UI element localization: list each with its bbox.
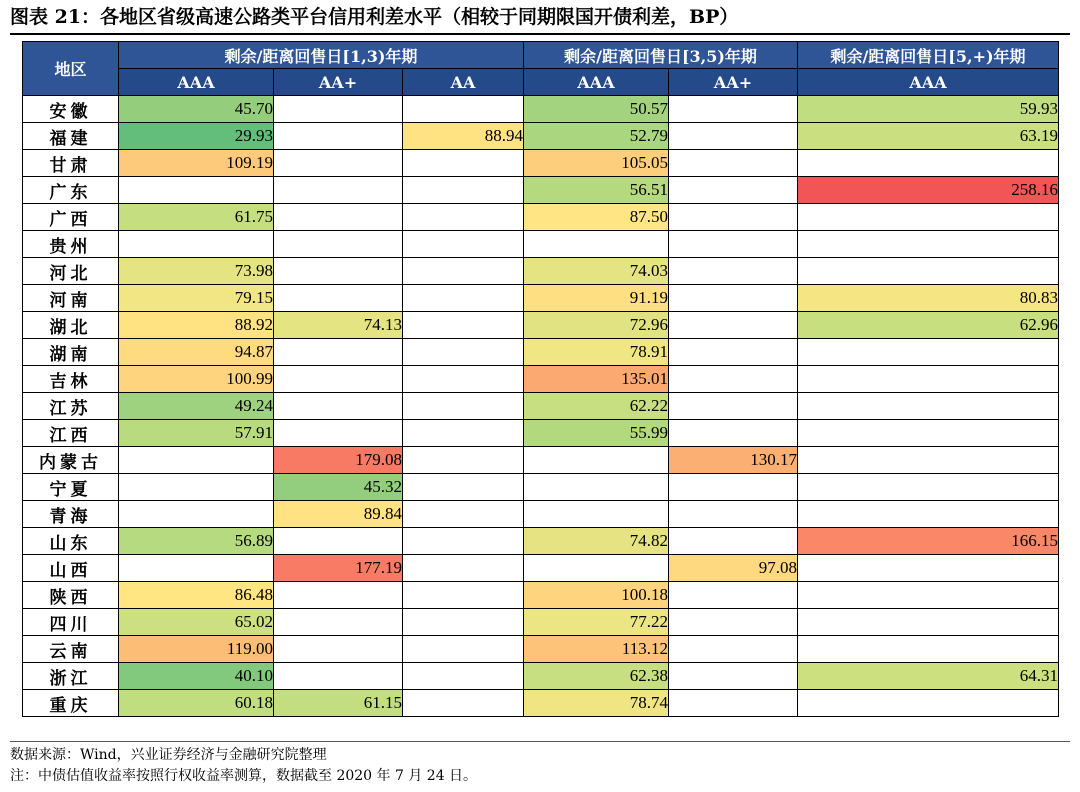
title-divider <box>10 33 1070 35</box>
spread-value-cell <box>403 150 524 177</box>
spread-value-cell: 105.05 <box>524 150 669 177</box>
spread-value-cell: 62.22 <box>524 393 669 420</box>
spread-value-cell <box>669 393 798 420</box>
table-row <box>23 339 1059 366</box>
spread-value-cell <box>798 339 1059 366</box>
table-row <box>23 609 1059 636</box>
spread-value-cell <box>403 501 524 528</box>
spread-value-cell <box>798 690 1059 717</box>
spread-value-cell <box>274 339 403 366</box>
spread-value-cell <box>274 582 403 609</box>
spread-value-cell <box>274 636 403 663</box>
region-cell: 福建 <box>23 123 119 150</box>
spread-value-cell <box>669 501 798 528</box>
spread-value-cell <box>669 150 798 177</box>
footnote: 注：中债估值收益率按照行权收益率测算，数据截至 2020 年 7 月 24 日。 <box>10 768 478 784</box>
spread-value-cell <box>403 528 524 555</box>
spread-value-cell: 88.92 <box>119 312 274 339</box>
spread-value-cell <box>669 582 798 609</box>
spread-value-cell <box>403 690 524 717</box>
spread-value-cell: 258.16 <box>798 177 1059 204</box>
spread-value-cell: 62.96 <box>798 312 1059 339</box>
table-row <box>23 663 1059 690</box>
spread-value-cell: 78.91 <box>524 339 669 366</box>
spread-value-cell: 59.93 <box>798 96 1059 123</box>
table-body <box>23 96 1059 717</box>
spread-value-cell <box>119 474 274 501</box>
region-cell: 广东 <box>23 177 119 204</box>
spread-value-cell <box>403 258 524 285</box>
spread-value-cell <box>524 231 669 258</box>
spread-value-cell <box>403 474 524 501</box>
spread-value-cell: 40.10 <box>119 663 274 690</box>
spread-value-cell <box>524 555 669 582</box>
spread-value-cell: 179.08 <box>274 447 403 474</box>
header-rating-aaa: AAA <box>798 69 1059 96</box>
spread-value-cell <box>798 393 1059 420</box>
spread-value-cell <box>403 663 524 690</box>
spread-value-cell: 80.83 <box>798 285 1059 312</box>
spread-table <box>22 41 1059 717</box>
spread-value-cell: 113.12 <box>524 636 669 663</box>
region-cell: 浙江 <box>23 663 119 690</box>
spread-value-cell <box>403 447 524 474</box>
spread-value-cell <box>669 177 798 204</box>
spread-value-cell <box>669 96 798 123</box>
table-row <box>23 582 1059 609</box>
source-divider <box>10 741 1070 742</box>
spread-value-cell <box>798 555 1059 582</box>
table-row <box>23 555 1059 582</box>
region-cell: 陕西 <box>23 582 119 609</box>
header-rating-aa: AA <box>403 69 524 96</box>
spread-value-cell <box>669 312 798 339</box>
spread-value-cell: 55.99 <box>524 420 669 447</box>
spread-value-cell <box>669 231 798 258</box>
spread-value-cell <box>798 501 1059 528</box>
spread-value-cell <box>403 231 524 258</box>
spread-value-cell <box>524 501 669 528</box>
header-rating-aa-plus: AA+ <box>274 69 403 96</box>
region-cell: 吉林 <box>23 366 119 393</box>
spread-value-cell <box>274 150 403 177</box>
table-row <box>23 258 1059 285</box>
region-cell: 甘肃 <box>23 150 119 177</box>
spread-value-cell: 57.91 <box>119 420 274 447</box>
spread-value-cell: 72.96 <box>524 312 669 339</box>
spread-value-cell <box>524 474 669 501</box>
region-cell: 四川 <box>23 609 119 636</box>
header-rating-aaa: AAA <box>119 69 274 96</box>
table-row <box>23 420 1059 447</box>
spread-value-cell <box>669 285 798 312</box>
spread-value-cell: 88.94 <box>403 123 524 150</box>
spread-value-cell: 45.70 <box>119 96 274 123</box>
spread-value-cell <box>798 474 1059 501</box>
table-row <box>23 123 1059 150</box>
spread-value-cell <box>403 636 524 663</box>
spread-value-cell <box>119 177 274 204</box>
spread-value-cell: 62.38 <box>524 663 669 690</box>
spread-value-cell <box>274 609 403 636</box>
spread-value-cell <box>669 636 798 663</box>
spread-value-cell <box>798 258 1059 285</box>
spread-value-cell <box>119 447 274 474</box>
table-row <box>23 690 1059 717</box>
spread-value-cell <box>403 96 524 123</box>
spread-value-cell: 74.03 <box>524 258 669 285</box>
header-group-5plus-y: 剩余/距离回售日[5,+)年期 <box>798 42 1059 69</box>
spread-value-cell <box>798 231 1059 258</box>
header-group-1-3y: 剩余/距离回售日[1,3)年期 <box>119 42 524 69</box>
table-row <box>23 285 1059 312</box>
table-row <box>23 474 1059 501</box>
spread-value-cell <box>403 582 524 609</box>
spread-value-cell <box>669 123 798 150</box>
region-cell: 河南 <box>23 285 119 312</box>
spread-value-cell: 91.19 <box>524 285 669 312</box>
spread-value-cell: 29.93 <box>119 123 274 150</box>
spread-value-cell <box>798 420 1059 447</box>
spread-value-cell: 78.74 <box>524 690 669 717</box>
spread-value-cell <box>274 393 403 420</box>
spread-value-cell <box>669 609 798 636</box>
spread-value-cell <box>274 258 403 285</box>
spread-value-cell: 61.75 <box>119 204 274 231</box>
table-row <box>23 312 1059 339</box>
spread-value-cell <box>119 231 274 258</box>
region-cell: 河北 <box>23 258 119 285</box>
region-cell: 湖北 <box>23 312 119 339</box>
spread-value-cell <box>669 528 798 555</box>
spread-value-cell <box>274 96 403 123</box>
region-cell: 贵州 <box>23 231 119 258</box>
spread-value-cell <box>403 366 524 393</box>
spread-value-cell <box>524 447 669 474</box>
spread-value-cell <box>403 339 524 366</box>
header-region: 地区 <box>23 42 119 96</box>
table-row <box>23 501 1059 528</box>
spread-value-cell <box>798 366 1059 393</box>
figure-title: 图表 21：各地区省级高速公路类平台信用利差水平（相较于同期限国开债利差，BP） <box>10 6 739 28</box>
region-cell: 安徽 <box>23 96 119 123</box>
spread-value-cell <box>119 501 274 528</box>
table-row <box>23 96 1059 123</box>
spread-value-cell <box>403 312 524 339</box>
spread-value-cell: 135.01 <box>524 366 669 393</box>
spread-value-cell <box>669 663 798 690</box>
spread-value-cell <box>798 150 1059 177</box>
spread-value-cell <box>274 123 403 150</box>
spread-value-cell <box>274 528 403 555</box>
spread-value-cell <box>274 420 403 447</box>
spread-value-cell: 74.13 <box>274 312 403 339</box>
table-row <box>23 177 1059 204</box>
spread-value-cell: 89.84 <box>274 501 403 528</box>
region-cell: 云南 <box>23 636 119 663</box>
spread-value-cell: 177.19 <box>274 555 403 582</box>
spread-value-cell: 130.17 <box>669 447 798 474</box>
spread-value-cell <box>798 636 1059 663</box>
spread-value-cell <box>669 420 798 447</box>
header-rating-aa-plus: AA+ <box>669 69 798 96</box>
spread-value-cell: 52.79 <box>524 123 669 150</box>
spread-value-cell <box>274 366 403 393</box>
spread-value-cell <box>798 582 1059 609</box>
spread-value-cell <box>119 555 274 582</box>
spread-value-cell: 166.15 <box>798 528 1059 555</box>
spread-value-cell <box>274 177 403 204</box>
spread-value-cell: 94.87 <box>119 339 274 366</box>
spread-value-cell <box>669 339 798 366</box>
spread-value-cell <box>669 366 798 393</box>
spread-value-cell <box>669 690 798 717</box>
spread-value-cell <box>669 204 798 231</box>
spread-value-cell: 74.82 <box>524 528 669 555</box>
spread-value-cell: 56.89 <box>119 528 274 555</box>
spread-value-cell <box>274 663 403 690</box>
spread-value-cell: 109.19 <box>119 150 274 177</box>
spread-value-cell <box>403 420 524 447</box>
spread-value-cell: 61.15 <box>274 690 403 717</box>
table-row <box>23 393 1059 420</box>
spread-value-cell: 45.32 <box>274 474 403 501</box>
spread-value-cell <box>669 258 798 285</box>
table-row <box>23 528 1059 555</box>
spread-value-cell: 87.50 <box>524 204 669 231</box>
region-cell: 山西 <box>23 555 119 582</box>
table-row <box>23 366 1059 393</box>
spread-value-cell <box>798 609 1059 636</box>
table-row <box>23 447 1059 474</box>
spread-value-cell <box>274 204 403 231</box>
spread-value-cell: 100.99 <box>119 366 274 393</box>
spread-value-cell: 49.24 <box>119 393 274 420</box>
spread-value-cell: 86.48 <box>119 582 274 609</box>
spread-value-cell: 79.15 <box>119 285 274 312</box>
spread-value-cell <box>403 393 524 420</box>
spread-value-cell: 119.00 <box>119 636 274 663</box>
spread-value-cell <box>403 609 524 636</box>
table-row <box>23 204 1059 231</box>
region-cell: 宁夏 <box>23 474 119 501</box>
spread-value-cell: 97.08 <box>669 555 798 582</box>
spread-value-cell: 50.57 <box>524 96 669 123</box>
table-row <box>23 636 1059 663</box>
header-rating-aaa: AAA <box>524 69 669 96</box>
spread-value-cell: 63.19 <box>798 123 1059 150</box>
spread-value-cell <box>274 231 403 258</box>
region-cell: 青海 <box>23 501 119 528</box>
spread-value-cell <box>403 177 524 204</box>
spread-value-cell: 77.22 <box>524 609 669 636</box>
region-cell: 山东 <box>23 528 119 555</box>
spread-value-cell: 64.31 <box>798 663 1059 690</box>
spread-value-cell: 65.02 <box>119 609 274 636</box>
spread-value-cell: 73.98 <box>119 258 274 285</box>
region-cell: 广西 <box>23 204 119 231</box>
spread-value-cell <box>798 447 1059 474</box>
spread-value-cell <box>403 204 524 231</box>
spread-value-cell <box>403 555 524 582</box>
table-row <box>23 150 1059 177</box>
region-cell: 湖南 <box>23 339 119 366</box>
spread-value-cell: 100.18 <box>524 582 669 609</box>
region-cell: 内蒙古 <box>23 447 119 474</box>
table-row <box>23 231 1059 258</box>
region-cell: 江西 <box>23 420 119 447</box>
spread-value-cell <box>274 285 403 312</box>
spread-value-cell: 60.18 <box>119 690 274 717</box>
spread-value-cell: 56.51 <box>524 177 669 204</box>
spread-value-cell <box>798 204 1059 231</box>
spread-value-cell <box>669 474 798 501</box>
spread-value-cell <box>403 285 524 312</box>
region-cell: 重庆 <box>23 690 119 717</box>
source-note: 数据来源：Wind，兴业证券经济与金融研究院整理 <box>10 747 327 763</box>
region-cell: 江苏 <box>23 393 119 420</box>
header-group-3-5y: 剩余/距离回售日[3,5)年期 <box>524 42 798 69</box>
